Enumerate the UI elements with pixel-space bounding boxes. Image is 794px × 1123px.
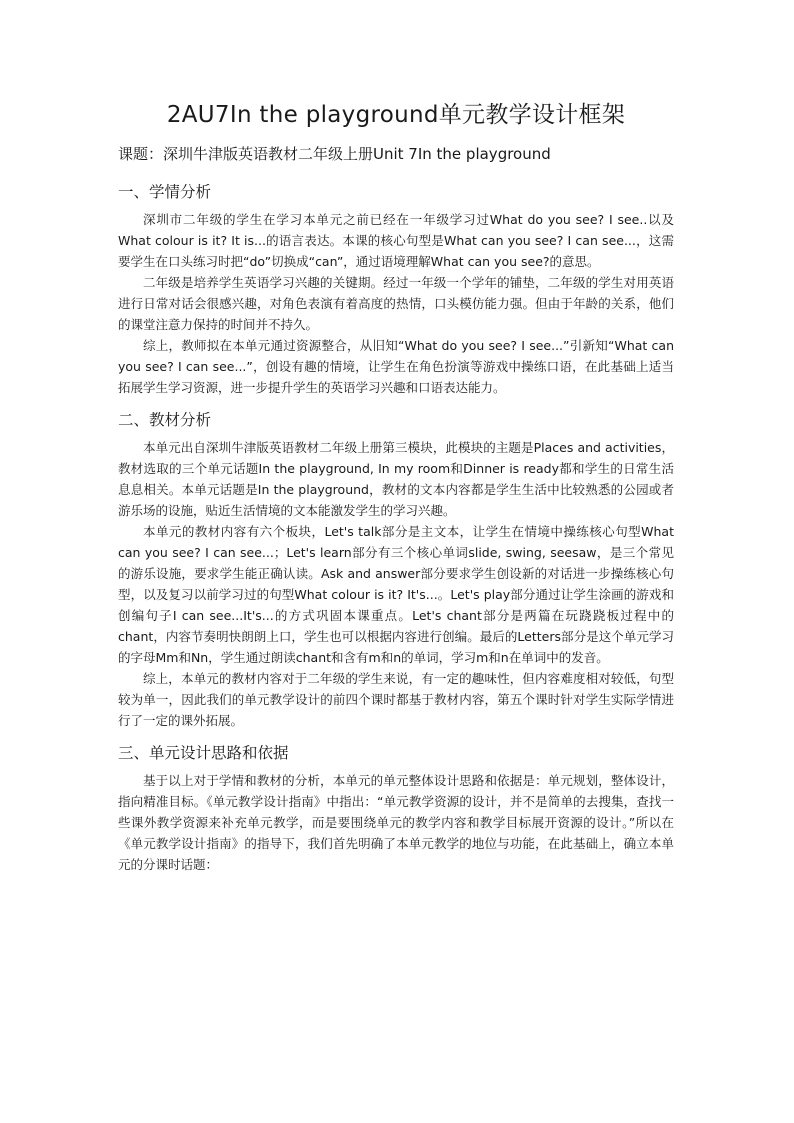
lesson-subject: 课题：深圳牛津版英语教材二年级上册Unit 7In the playground: [118, 145, 551, 163]
paragraph: 综上，教师拟在本单元通过资源整合，从旧知“What do you see? I see...”引新知“What can you see? I can see...”，创设有趣的情境，让学生在角色扮演等游戏中操练口语，在此基础上适当拓展学生学习资源，进一步提升学生的英语学习兴趣和口语表达能力。: [118, 338, 674, 395]
paragraph: 基于以上对于学情和教材的分析，本单元的单元整体设计思路和依据是：单元规划，整体设计，指向精准目标。《单元教学设计指南》中指出：“单元教学资源的设计，并不是简单的去搜集，查找一些课外教学资源来补充单元教学，而是要围绕单元的教学内容和教学目标展开资源的设计。”所以在《单元教学设计指南》的指导下，我们首先明确了本单元教学的地位与功能，在此基础上，确立本单元的分课时话题：: [118, 773, 674, 872]
document-title: 2AU7In the playground单元教学设计框架: [166, 102, 626, 128]
section-learner-analysis: [118, 180, 674, 398]
paragraph: 二年级是培养学生英语学习兴趣的关键期。经过一年级一个学年的铺垫，二年级的学生对用英语进行日常对话会很感兴趣，对角色表演有着高度的热情，口头模仿能力强。但由于年龄的关系，他们的课堂注意力保持的时间并不持久。: [118, 275, 674, 332]
section-textbook-analysis: [118, 408, 674, 731]
section-heading: 二、教材分析: [118, 411, 212, 429]
section-unit-design: [118, 741, 674, 875]
paragraph: 深圳市二年级的学生在学习本单元之前已经在一年级学习过What do you see? I see..以及What colour is it? It is...的语言表达。本课的核心句型是What can you see? I can see...，这需要学生在口头练习时把“do”切换成“can”，通过语境理解What can you see?的意思。: [118, 212, 674, 269]
paragraph: 本单元的教材内容有六个板块，Let's talk部分是主文本，让学生在情境中操练核心句型What can you see? I can see...；Let's learn部分有三个核心单词slide, swing, seesaw，是三个常见的游乐设施，要求学生能正确认读。Ask and answer部分要求学生创设新的对话进一步操练核心句型，以及复习以前学习过的句型What colour is it? It's...。Let's play部分通过让学生涂画的游戏和创编句子I can see...It's...的方式巩固本课重点。Let's chant部分是两篇在玩跷跷板过程中的chant，内容节奏明快朗朗上口，学生也可以根据内容进行创编。最后的Letters部分是这个单元学习的字母Mm和Nn，学生通过朗读chant和含有m和n的单词，学习m和n在单词中的发音。: [118, 524, 674, 665]
paragraph: 综上，本单元的教材内容对于二年级的学生来说，有一定的趣味性，但内容难度相对较低，句型较为单一，因此我们的单元教学设计的前四个课时都基于教材内容，第五个课时针对学生实际学情进行了一定的课外拓展。: [118, 671, 674, 728]
section-heading: 三、单元设计思路和依据: [118, 744, 289, 762]
document-page: [118, 96, 674, 885]
section-heading: 一、学情分析: [118, 183, 212, 201]
paragraph: 本单元出自深圳牛津版英语教材二年级上册第三模块，此模块的主题是Places and activities，教材选取的三个单元话题In the playground, In my room和Dinner is ready都和学生的日常生活息息相关。本单元话题是In the playground，教材的文本内容都是学生生活中比较熟悉的公园或者游乐场的设施，贴近生活情境的文本能激发学生的学习兴趣。: [118, 440, 674, 518]
